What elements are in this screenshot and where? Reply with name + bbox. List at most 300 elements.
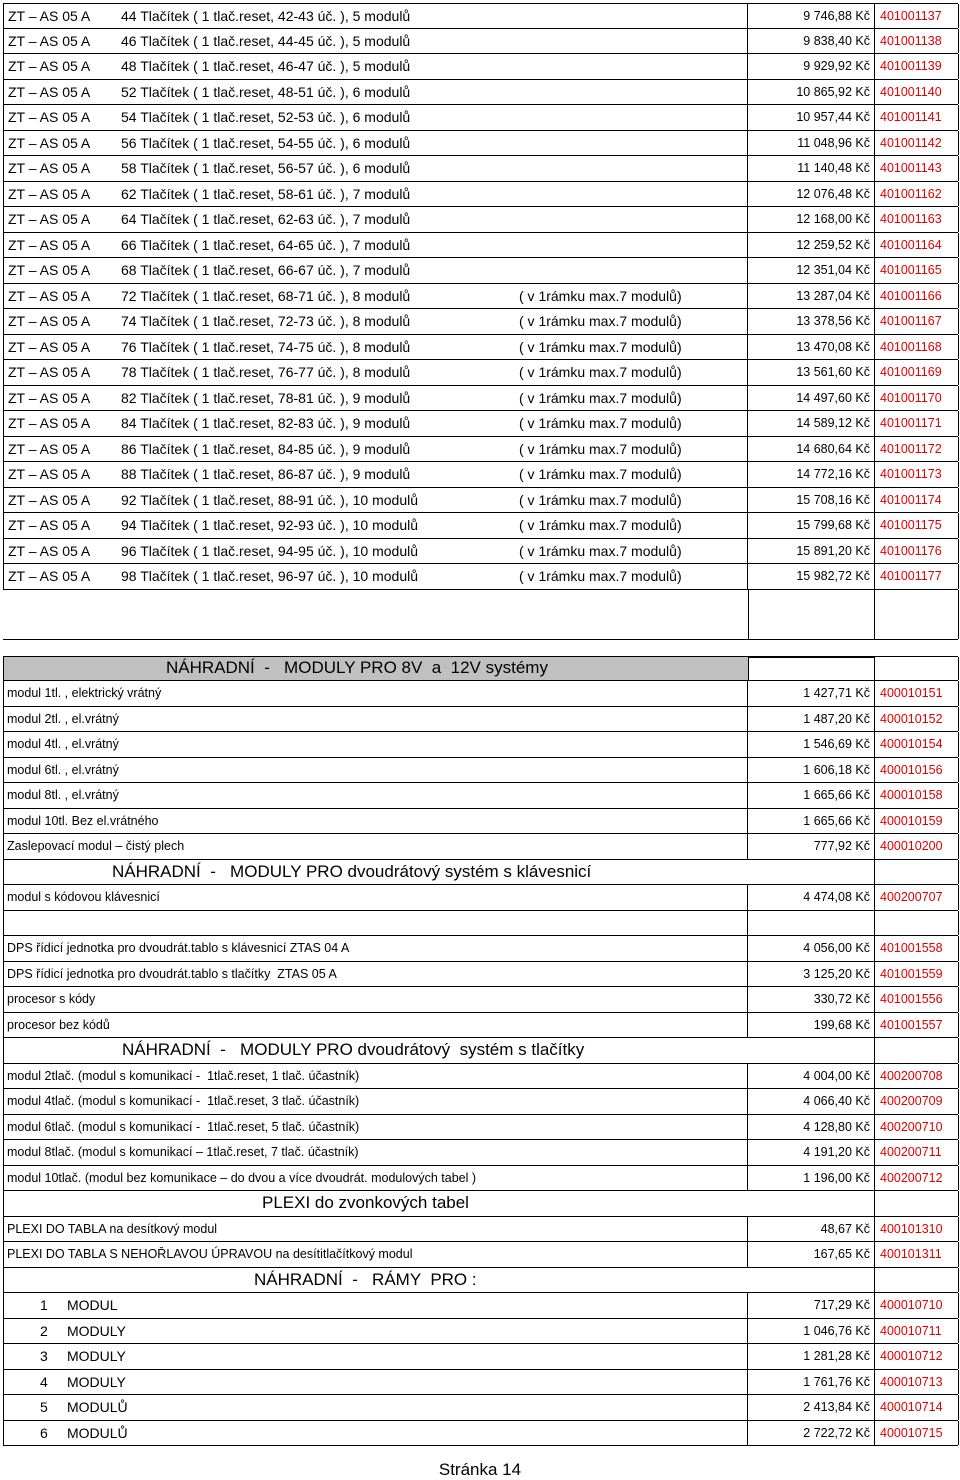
- model-name: ZT – AS 05 A: [8, 338, 91, 355]
- table-row: [3, 3, 958, 29]
- item-description: modul 10tlač. (modul bez komunikace – do dvou a více dvoudrát. modulových tabel ): [7, 1170, 477, 1185]
- code-cell: [875, 1242, 959, 1267]
- description-cell: [3, 936, 748, 961]
- product-description: 68 Tlačítek ( 1 tlač.reset, 66-67 úč. ), 7 modulů: [121, 262, 411, 279]
- product-code: 400010200: [880, 839, 943, 854]
- product-code: 401001162: [880, 186, 942, 201]
- description-cell: [3, 80, 748, 105]
- table-row: [3, 885, 958, 911]
- model-name: ZT – AS 05 A: [8, 466, 91, 483]
- price-value: 717,29 Kč: [813, 1298, 870, 1313]
- code-cell: [875, 564, 959, 589]
- code-cell: [875, 1217, 959, 1242]
- product-description: 94 Tlačítek ( 1 tlač.reset, 92-93 úč. ), 10 modulů: [121, 517, 419, 534]
- code-cell: [875, 4, 959, 28]
- product-code: 401001559: [880, 966, 943, 981]
- page-footer: Stránka 14: [438, 1460, 522, 1479]
- code-cell: [875, 1038, 959, 1063]
- product-description: 76 Tlačítek ( 1 tlač.reset, 74-75 úč. ), 8 modulů: [121, 338, 411, 355]
- code-cell: [875, 258, 959, 283]
- product-description: 64 Tlačítek ( 1 tlač.reset, 62-63 úč. ), 7 modulů: [121, 211, 411, 228]
- description-cell: [3, 1242, 748, 1267]
- price-cell: [748, 360, 875, 385]
- price-value: 9 838,40 Kč: [803, 33, 870, 48]
- description-cell: [3, 834, 748, 859]
- description-cell: [3, 54, 748, 79]
- product-description: 84 Tlačítek ( 1 tlač.reset, 82-83 úč. ), 9 modulů: [121, 415, 411, 432]
- model-name: ZT – AS 05 A: [8, 364, 91, 381]
- product-code: 400200712: [880, 1170, 943, 1185]
- price-cell: [748, 462, 875, 487]
- product-description: 92 Tlačítek ( 1 tlač.reset, 88-91 úč. ), 10 modulů: [121, 491, 419, 508]
- code-cell: [875, 105, 959, 130]
- price-value: 199,68 Kč: [813, 1017, 870, 1032]
- section-band: [3, 1038, 748, 1063]
- code-cell: [875, 80, 959, 105]
- model-name: ZT – AS 05 A: [8, 160, 91, 177]
- price-value: 10 957,44 Kč: [796, 110, 870, 125]
- frame-note: ( v 1rámku max.7 modulů): [519, 415, 682, 432]
- table-row: [3, 462, 958, 488]
- description-cell: [3, 732, 748, 757]
- price-cell: [748, 105, 875, 130]
- model-name: ZT – AS 05 A: [8, 287, 91, 304]
- description-cell: [3, 207, 748, 232]
- product-description: 78 Tlačítek ( 1 tlač.reset, 76-77 úč. ), 8 modulů: [121, 364, 411, 381]
- description-cell: [3, 411, 748, 436]
- code-cell: [875, 1013, 959, 1038]
- code-cell: [875, 962, 959, 987]
- product-description: 58 Tlačítek ( 1 tlač.reset, 56-57 úč. ), 6 modulů: [121, 160, 411, 177]
- code-cell: [875, 284, 959, 309]
- product-code: 400010159: [880, 813, 943, 828]
- price-cell: [748, 1293, 875, 1318]
- description-cell: [3, 1421, 748, 1446]
- code-cell: [875, 1344, 959, 1369]
- product-code: 400010711: [880, 1323, 942, 1338]
- price-cell: [748, 1140, 875, 1165]
- code-cell: [875, 462, 959, 487]
- product-code: 400200711: [880, 1145, 942, 1160]
- product-code: 400200708: [880, 1068, 943, 1083]
- table-row: [3, 80, 958, 106]
- price-value: 15 982,72 Kč: [796, 569, 870, 584]
- model-name: ZT – AS 05 A: [8, 440, 91, 457]
- description-cell: [3, 437, 748, 462]
- product-code: 400200707: [880, 890, 943, 905]
- frame-note: ( v 1rámku max.7 modulů): [519, 440, 682, 457]
- table-row: [3, 131, 958, 157]
- table-row: [3, 29, 958, 55]
- price-cell: [748, 131, 875, 156]
- product-code: 400010156: [880, 762, 943, 777]
- table-row: [3, 834, 958, 860]
- price-value: 2 413,84 Kč: [803, 1400, 870, 1415]
- section-title: NÁHRADNÍ - MODULY PRO 8V a 12V systémy: [166, 658, 548, 678]
- price-value: 12 076,48 Kč: [796, 186, 870, 201]
- price-value: 13 470,08 Kč: [796, 339, 870, 354]
- table-row: [3, 386, 958, 412]
- price-value: 15 891,20 Kč: [796, 543, 870, 558]
- item-description: modul 6tl. , el.vrátný: [7, 762, 119, 777]
- item-number: 1: [40, 1297, 48, 1314]
- price-cell: [748, 1064, 875, 1089]
- price-cell: [748, 1242, 875, 1267]
- product-code: 401001141: [880, 110, 942, 125]
- price-cell: [748, 1013, 875, 1038]
- price-cell: [748, 1395, 875, 1420]
- item-label: MODULY: [67, 1348, 126, 1365]
- table-row: [3, 182, 958, 208]
- price-value: 330,72 Kč: [813, 992, 870, 1007]
- product-description: 48 Tlačítek ( 1 tlač.reset, 46-47 úč. ), 5 modulů: [121, 58, 411, 75]
- code-cell: [875, 1064, 959, 1089]
- model-name: ZT – AS 05 A: [8, 262, 91, 279]
- price-value: 4 128,80 Kč: [803, 1119, 870, 1134]
- price-value: 14 589,12 Kč: [796, 416, 870, 431]
- product-code: 401001142: [880, 135, 942, 150]
- price-value: 9 929,92 Kč: [803, 59, 870, 74]
- item-description: procesor bez kódů: [7, 1017, 110, 1032]
- product-description: 66 Tlačítek ( 1 tlač.reset, 64-65 úč. ), 7 modulů: [121, 236, 411, 253]
- product-code: 401001143: [880, 161, 942, 176]
- product-code: 401001138: [880, 33, 942, 48]
- product-description: 82 Tlačítek ( 1 tlač.reset, 78-81 úč. ), 9 modulů: [121, 389, 411, 406]
- description-cell: [3, 258, 748, 283]
- section-header: [3, 860, 958, 886]
- code-cell: [875, 657, 959, 681]
- description-cell: [3, 911, 748, 936]
- price-cell: [748, 539, 875, 564]
- price-value: 1 665,66 Kč: [803, 813, 870, 828]
- frame-note: ( v 1rámku max.7 modulů): [519, 287, 682, 304]
- price-value: 15 708,16 Kč: [796, 492, 870, 507]
- table-row: [3, 513, 958, 539]
- product-code: 400010152: [880, 711, 943, 726]
- product-code: 401001556: [880, 992, 943, 1007]
- table-row: [3, 564, 958, 590]
- price-cell: [748, 1344, 875, 1369]
- price-value: 11 048,96 Kč: [797, 135, 870, 150]
- product-code: 400010151: [880, 686, 943, 701]
- code-cell: [875, 1395, 959, 1420]
- product-code: 401001172: [880, 441, 942, 456]
- model-name: ZT – AS 05 A: [8, 517, 91, 534]
- product-code: 401001167: [880, 314, 942, 329]
- model-name: ZT – AS 05 A: [8, 313, 91, 330]
- product-description: 88 Tlačítek ( 1 tlač.reset, 86-87 úč. ), 9 modulů: [121, 466, 411, 483]
- item-number: 2: [40, 1322, 48, 1339]
- product-code: 401001558: [880, 941, 943, 956]
- item-label: MODUL: [67, 1297, 118, 1314]
- code-cell: [875, 1166, 959, 1191]
- item-description: modul 2tl. , el.vrátný: [7, 711, 119, 726]
- price-cell: [748, 732, 875, 757]
- product-code: 401001164: [880, 237, 942, 252]
- description-cell: [3, 1140, 748, 1165]
- product-description: 62 Tlačítek ( 1 tlač.reset, 58-61 úč. ), 7 modulů: [121, 185, 411, 202]
- frame-note: ( v 1rámku max.7 modulů): [519, 389, 682, 406]
- code-cell: [875, 488, 959, 513]
- price-cell: [748, 936, 875, 961]
- price-cell: [748, 156, 875, 181]
- description-cell: [3, 681, 748, 706]
- product-code: 401001139: [880, 59, 942, 74]
- price-cell: [748, 488, 875, 513]
- product-code: 401001163: [880, 212, 942, 227]
- product-code: 401001168: [880, 339, 942, 354]
- table-row: [3, 758, 958, 784]
- price-cell: [748, 411, 875, 436]
- price-cell: [748, 258, 875, 283]
- price-cell: [748, 860, 875, 885]
- section-band: [3, 1268, 748, 1293]
- description-cell: [3, 29, 748, 54]
- table-row: [3, 309, 958, 335]
- model-name: ZT – AS 05 A: [8, 83, 91, 100]
- item-number: 5: [40, 1399, 48, 1416]
- product-description: 98 Tlačítek ( 1 tlač.reset, 96-97 úč. ), 10 modulů: [121, 568, 419, 585]
- price-list-sheet: [3, 3, 958, 1446]
- code-cell: [875, 783, 959, 808]
- code-cell: [875, 182, 959, 207]
- price-cell: [748, 54, 875, 79]
- product-description: 74 Tlačítek ( 1 tlač.reset, 72-73 úč. ), 8 modulů: [121, 313, 411, 330]
- description-cell: [3, 539, 748, 564]
- frame-note: ( v 1rámku max.7 modulů): [519, 542, 682, 559]
- table-row: [3, 732, 958, 758]
- table-row: [3, 681, 958, 707]
- model-name: ZT – AS 05 A: [8, 185, 91, 202]
- item-label: MODULY: [67, 1373, 126, 1390]
- price-cell: [748, 962, 875, 987]
- description-cell: [3, 309, 748, 334]
- item-description: modul 6tlač. (modul s komunikací - 1tlač.reset, 5 tlač. účastník): [7, 1119, 360, 1134]
- price-value: 12 351,04 Kč: [796, 263, 870, 278]
- price-cell: [748, 1370, 875, 1395]
- product-code: 401001175: [880, 518, 942, 533]
- product-code: 401001171: [880, 416, 942, 431]
- price-value: 48,67 Kč: [820, 1221, 870, 1236]
- code-cell: [875, 437, 959, 462]
- model-name: ZT – AS 05 A: [8, 7, 91, 24]
- description-cell: [3, 564, 748, 589]
- code-cell: [875, 513, 959, 538]
- product-code: 401001166: [880, 288, 942, 303]
- description-cell: [3, 1217, 748, 1242]
- table-row: [3, 1370, 958, 1396]
- price-value: 1 281,28 Kč: [803, 1349, 870, 1364]
- code-cell: [875, 1089, 959, 1114]
- description-cell: [3, 233, 748, 258]
- table-row: [3, 1140, 958, 1166]
- table-row: [3, 258, 958, 284]
- price-value: 4 191,20 Kč: [803, 1145, 870, 1160]
- description-cell: [3, 488, 748, 513]
- table-row: [3, 809, 958, 835]
- model-name: ZT – AS 05 A: [8, 109, 91, 126]
- price-cell: [748, 834, 875, 859]
- code-cell: [875, 54, 959, 79]
- item-description: PLEXI DO TABLA na desítkový modul: [7, 1221, 218, 1236]
- price-cell: [748, 309, 875, 334]
- product-description: 72 Tlačítek ( 1 tlač.reset, 68-71 úč. ), 8 modulů: [121, 287, 411, 304]
- description-cell: [3, 462, 748, 487]
- description-cell: [3, 707, 748, 732]
- price-cell: [748, 1268, 875, 1293]
- description-cell: [3, 1293, 748, 1318]
- description-cell: [3, 1064, 748, 1089]
- section-band: [3, 1191, 748, 1216]
- price-cell: [748, 809, 875, 834]
- table-row: [3, 911, 958, 937]
- item-description: modul 1tl. , elektrický vrátný: [7, 686, 162, 701]
- table-row: [3, 437, 958, 463]
- description-cell: [3, 987, 748, 1012]
- item-description: PLEXI DO TABLA S NEHOŘLAVOU ÚPRAVOU na desítitlačítkový modul: [7, 1247, 413, 1262]
- section-title: NÁHRADNÍ - MODULY PRO dvoudrátový systém s klávesnicí: [112, 861, 592, 881]
- item-description: modul 2tlač. (modul s komunikací - 1tlač.reset, 1 tlač. účastník): [7, 1068, 360, 1083]
- code-cell: [875, 860, 959, 885]
- model-name: ZT – AS 05 A: [8, 568, 91, 585]
- code-cell: [875, 707, 959, 732]
- price-value: 12 259,52 Kč: [796, 237, 870, 252]
- description-cell: [3, 105, 748, 130]
- code-cell: [875, 29, 959, 54]
- price-cell: [748, 911, 875, 936]
- description-cell: [3, 1013, 748, 1038]
- product-code: 401001174: [880, 492, 942, 507]
- price-value: 1 427,71 Kč: [803, 686, 870, 701]
- code-cell: [875, 131, 959, 156]
- description-cell: [3, 885, 748, 910]
- price-value: 4 066,40 Kč: [803, 1094, 870, 1109]
- code-cell: [875, 360, 959, 385]
- product-code: 401001140: [880, 84, 942, 99]
- product-code: 400010154: [880, 737, 943, 752]
- table-row: [3, 962, 958, 988]
- price-value: 14 497,60 Kč: [796, 390, 870, 405]
- description-cell: [3, 335, 748, 360]
- section-band: [3, 657, 748, 681]
- item-description: modul 8tl. , el.vrátný: [7, 788, 119, 803]
- code-cell: [875, 1421, 959, 1446]
- code-cell: [875, 1268, 959, 1293]
- table-row: [3, 1089, 958, 1115]
- price-cell: [748, 1421, 875, 1446]
- frame-note: ( v 1rámku max.7 modulů): [519, 313, 682, 330]
- table-row: [3, 233, 958, 259]
- description-cell: [3, 1395, 748, 1420]
- frame-note: ( v 1rámku max.7 modulů): [519, 338, 682, 355]
- price-cell: [748, 1089, 875, 1114]
- description-cell: [3, 758, 748, 783]
- section-header: [3, 1268, 958, 1294]
- empty-row: [3, 590, 958, 640]
- product-code: 401001165: [880, 263, 942, 278]
- code-cell: [875, 732, 959, 757]
- section-title: NÁHRADNÍ - MODULY PRO dvoudrátový systém s tlačítky: [122, 1040, 585, 1060]
- product-code: 400101311: [880, 1247, 942, 1262]
- price-cell: [748, 1166, 875, 1191]
- price-cell: [748, 1191, 875, 1216]
- price-cell: [748, 513, 875, 538]
- price-value: 1 196,00 Kč: [803, 1170, 870, 1185]
- price-cell: [748, 4, 875, 28]
- description-cell: [3, 809, 748, 834]
- price-value: 11 140,48 Kč: [797, 161, 870, 176]
- price-value: 10 865,92 Kč: [796, 84, 870, 99]
- frame-note: ( v 1rámku max.7 modulů): [519, 466, 682, 483]
- table-row: [3, 783, 958, 809]
- code-cell: [875, 1191, 959, 1216]
- frame-note: ( v 1rámku max.7 modulů): [519, 568, 682, 585]
- product-code: 400010715: [880, 1425, 943, 1440]
- product-code: 400101310: [880, 1221, 943, 1236]
- price-value: 1 046,76 Kč: [803, 1323, 870, 1338]
- code-cell: [875, 758, 959, 783]
- price-value: 1 606,18 Kč: [803, 762, 870, 777]
- table-row: [3, 539, 958, 565]
- price-cell: [748, 707, 875, 732]
- model-name: ZT – AS 05 A: [8, 211, 91, 228]
- price-value: 14 772,16 Kč: [796, 467, 870, 482]
- item-number: 3: [40, 1348, 48, 1365]
- table-row: [3, 156, 958, 182]
- section-header: [3, 1038, 958, 1064]
- code-cell: [875, 335, 959, 360]
- code-cell: [875, 681, 959, 706]
- table-row: [3, 1319, 958, 1345]
- table-row: [3, 1242, 958, 1268]
- code-cell: [875, 539, 959, 564]
- model-name: ZT – AS 05 A: [8, 491, 91, 508]
- product-code: 400200710: [880, 1119, 943, 1134]
- product-code: 401001173: [880, 467, 942, 482]
- product-code: 401001557: [880, 1017, 943, 1032]
- item-description: procesor s kódy: [7, 992, 96, 1007]
- product-code: 400200709: [880, 1094, 943, 1109]
- model-name: ZT – AS 05 A: [8, 32, 91, 49]
- code-cell: [875, 411, 959, 436]
- code-cell: [875, 1115, 959, 1140]
- product-description: 56 Tlačítek ( 1 tlač.reset, 54-55 úč. ), 6 modulů: [121, 134, 411, 151]
- table-row: [3, 1395, 958, 1421]
- price-value: 1 665,66 Kč: [803, 788, 870, 803]
- product-description: 46 Tlačítek ( 1 tlač.reset, 44-45 úč. ), 5 modulů: [121, 32, 411, 49]
- item-number: 6: [40, 1424, 48, 1441]
- table-row: [3, 488, 958, 514]
- price-value: 167,65 Kč: [813, 1247, 870, 1262]
- price-value: 13 378,56 Kč: [796, 314, 870, 329]
- section-header: [3, 656, 958, 682]
- table-row: [3, 284, 958, 310]
- price-value: 2 722,72 Kč: [803, 1425, 870, 1440]
- price-cell: [748, 233, 875, 258]
- description-cell: [3, 513, 748, 538]
- code-cell: [875, 309, 959, 334]
- model-name: ZT – AS 05 A: [8, 389, 91, 406]
- product-code: 401001137: [880, 8, 942, 23]
- model-name: ZT – AS 05 A: [8, 134, 91, 151]
- price-value: 777,92 Kč: [813, 839, 870, 854]
- table-row: [3, 936, 958, 962]
- price-value: 9 746,88 Kč: [803, 8, 870, 23]
- code-cell: [875, 1370, 959, 1395]
- code-cell: [875, 1293, 959, 1318]
- price-value: 4 474,08 Kč: [803, 890, 870, 905]
- frame-note: ( v 1rámku max.7 modulů): [519, 517, 682, 534]
